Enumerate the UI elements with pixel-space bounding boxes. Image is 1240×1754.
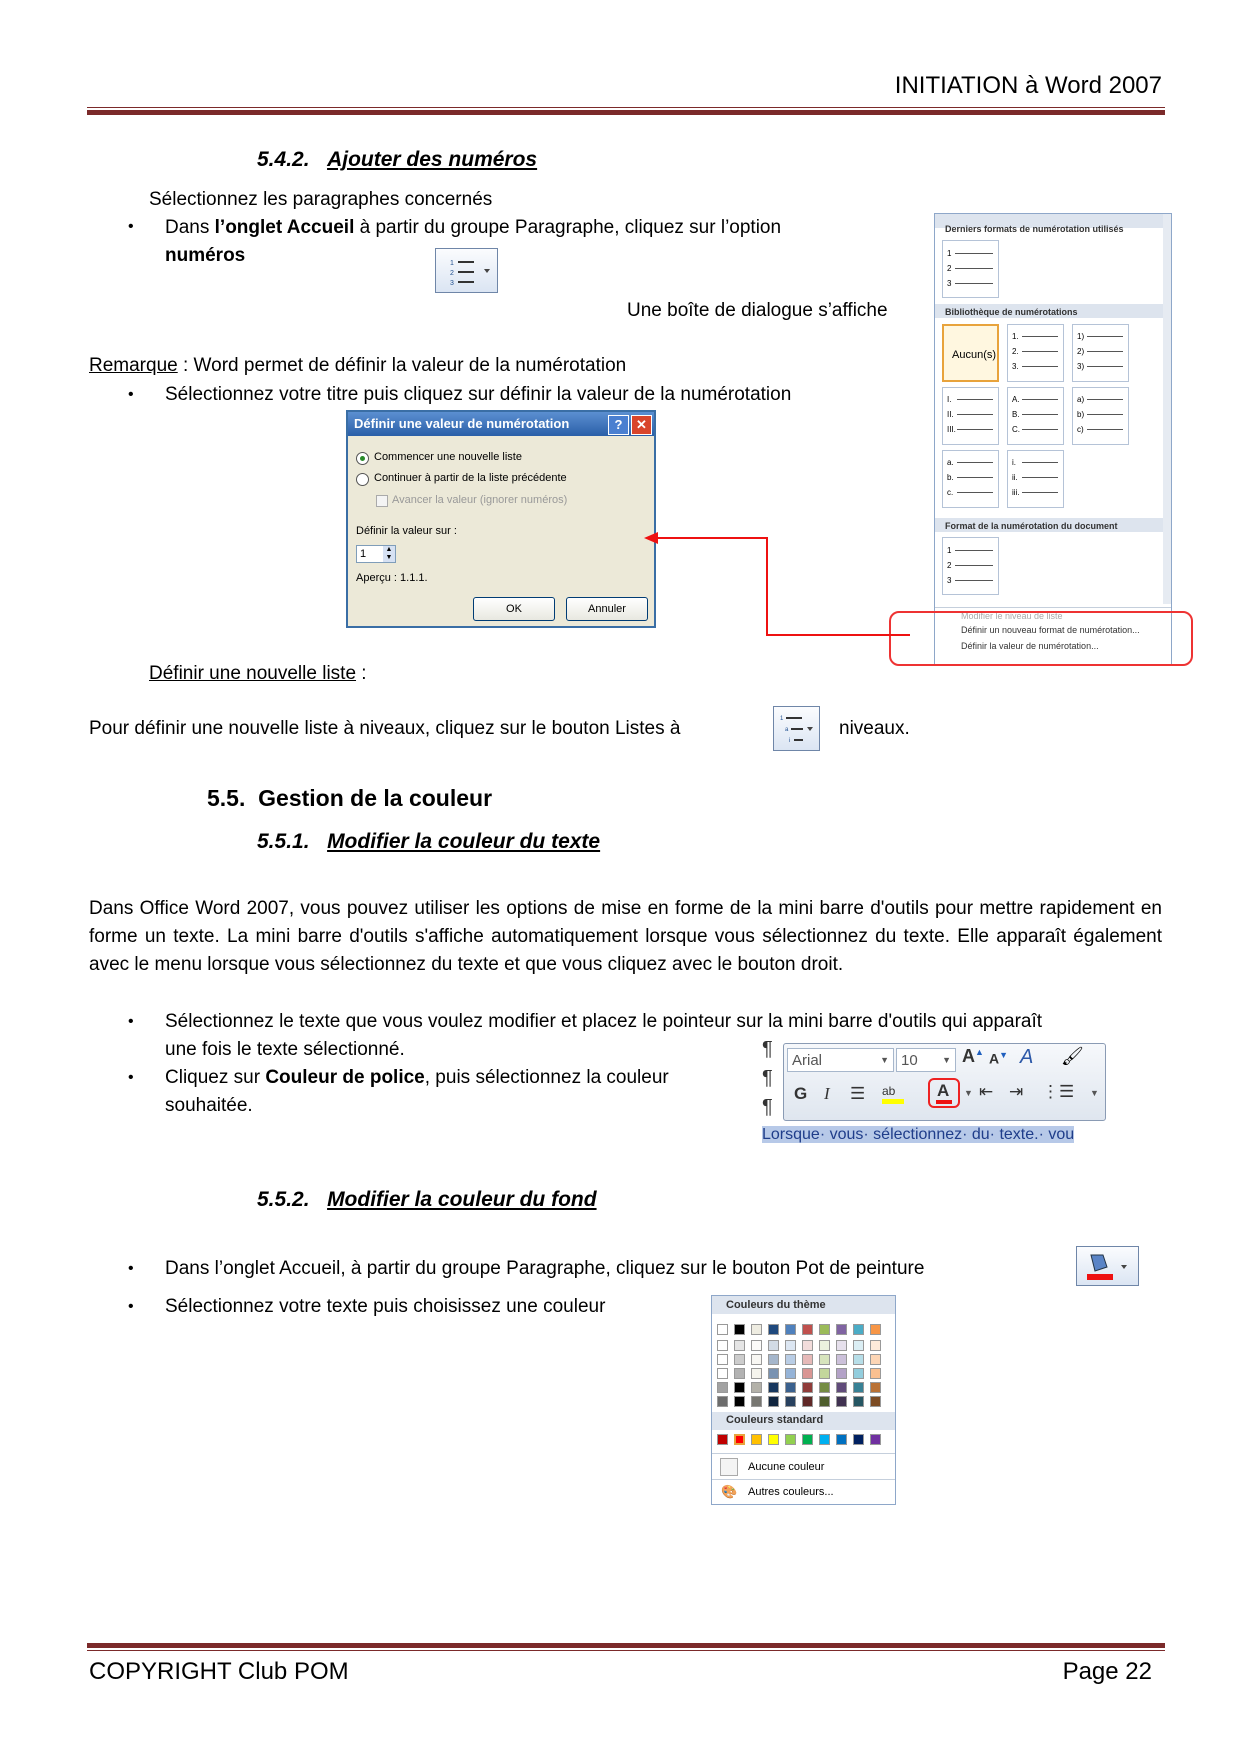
library-none-cell[interactable]: Aucun(s) [942,324,999,382]
svg-text:2): 2) [1077,347,1085,356]
more-colors-option[interactable]: Autres couleurs... [748,1486,834,1498]
pilcrow-marks: ¶ ¶ ¶ [762,1038,773,1118]
multilevel-list-icon [774,707,819,750]
footer-copyright: COPYRIGHT Club POM [89,1658,349,1685]
svg-text:b.: b. [947,473,954,482]
theme-color-swatch[interactable] [785,1324,796,1335]
theme-color-swatch[interactable] [717,1382,728,1393]
theme-color-swatch[interactable] [785,1382,796,1393]
bullet-paint-bucket: Dans l’onglet Accueil, à partir du groupe Paragraphe, cliquez sur le bouton Pot de peinture [165,1258,925,1279]
checkbox-advance[interactable] [376,495,388,507]
numbering-library-panel [934,213,1172,666]
mini-toolbar [783,1043,1106,1121]
value-spinner[interactable]: 1 ▲ ▼ [356,545,396,563]
font-color-button[interactable] [928,1078,960,1108]
theme-color-swatch[interactable] [836,1396,847,1407]
menu-define-new-format[interactable]: Définir un nouveau format de numérotation... [961,625,1140,635]
theme-color-swatch[interactable] [870,1396,881,1407]
theme-color-swatch[interactable] [836,1354,847,1365]
theme-color-swatch[interactable] [734,1340,745,1351]
menu-set-numbering-value[interactable]: Définir la valeur de numérotation... [961,641,1099,651]
selected-sample-text: Lorsque· vous· sélectionnez· du· texte.· vou [762,1126,1075,1143]
svg-text:III.: III. [947,425,956,434]
document-format-cell[interactable] [942,537,999,595]
theme-color-swatch[interactable] [768,1396,779,1407]
bullet-font-color-cont: souhaitée. [165,1095,253,1116]
library-upper-alpha[interactable] [1007,387,1064,445]
highlight-ellipse [889,611,1193,666]
theme-color-swatch[interactable] [717,1340,728,1351]
theme-color-swatch[interactable] [734,1354,745,1365]
svg-text:A.: A. [1012,395,1020,404]
svg-text:3.: 3. [1012,362,1019,371]
standard-color-swatch[interactable] [785,1434,796,1445]
theme-color-swatch[interactable] [836,1368,847,1379]
theme-color-swatch[interactable] [734,1368,745,1379]
theme-color-swatch[interactable] [768,1368,779,1379]
theme-color-swatch[interactable] [819,1324,830,1335]
bullet-numeros: numéros [165,245,246,266]
bullet-select-title: Sélectionnez votre titre puis cliquez sur définir la valeur de la numérotation [165,384,792,405]
recent-formats-title: Derniers formats de numérotation utilisés [945,224,1124,234]
svg-text:iii.: iii. [1012,488,1020,497]
theme-color-swatch[interactable] [853,1368,864,1379]
theme-color-swatch[interactable] [717,1324,728,1335]
dialog-title: Définir une valeur de numérotation [354,416,570,431]
theme-colors-title: Couleurs du thème [726,1299,826,1311]
theme-color-swatch[interactable] [819,1340,830,1351]
theme-color-swatch[interactable] [853,1396,864,1407]
standard-color-swatch[interactable] [768,1434,779,1445]
svg-text:II.: II. [947,410,954,419]
checkbox-advance-label: Avancer la valeur (ignorer numéros) [392,494,568,506]
svg-text:2: 2 [947,561,952,570]
bullet-select-text: Sélectionnez le texte que vous voulez modifier et placez le pointeur sur la mini barre d'outils qui apparaît [165,1011,1043,1032]
library-arabic-paren[interactable] [1072,324,1129,382]
theme-color-swatch[interactable] [802,1354,813,1365]
svg-text:C.: C. [1012,425,1020,434]
font-name-box[interactable]: Arial ▼ [787,1048,894,1072]
svg-text:b): b) [1077,410,1085,419]
svg-text:1: 1 [450,260,454,267]
svg-text:1): 1) [1077,332,1085,341]
svg-text:B.: B. [1012,410,1020,419]
svg-text:a): a) [1077,395,1085,404]
bold-icon[interactable]: G [794,1084,808,1103]
theme-color-swatch[interactable] [802,1340,813,1351]
svg-text:3: 3 [947,279,952,288]
theme-color-swatch[interactable] [751,1324,762,1335]
theme-color-swatch[interactable] [819,1354,830,1365]
line-select-paragraphs: Sélectionnez les paragraphes concernés [149,189,493,210]
theme-color-swatch[interactable] [819,1396,830,1407]
theme-color-swatch[interactable] [819,1368,830,1379]
theme-color-swatch[interactable] [870,1354,881,1365]
footer-rule [87,1643,1165,1648]
heading-5-5-1: 5.5.1. Modifier la couleur du texte [257,830,601,853]
bullet-accueil: Dans l’onglet Accueil à partir du groupe Paragraphe, cliquez sur l’option [165,217,782,238]
numbering-button[interactable] [435,248,498,293]
bullet-font-color: Cliquez sur Couleur de police, puis sélectionnez la couleur [165,1067,669,1088]
standard-color-swatch[interactable] [819,1434,830,1445]
theme-color-swatch[interactable] [836,1340,847,1351]
footer-page-number: Page 22 [1062,1658,1152,1685]
svg-text:3: 3 [450,280,454,287]
heading-5-5-2: 5.5.2. Modifier la couleur du fond [257,1188,597,1211]
theme-color-swatch[interactable] [734,1382,745,1393]
new-list-line: Définir une nouvelle liste : [149,663,367,684]
numbered-list-icon [436,249,497,292]
header-rule [87,110,1165,115]
heading-5-4-2: 5.4.2. Ajouter des numéros [257,148,538,171]
library-roman[interactable] [942,387,999,445]
bullet-dot: • [128,1298,134,1315]
bullet-dot: • [128,218,134,235]
format-painter-icon[interactable]: 🖌 [1061,1046,1084,1066]
svg-text:c.: c. [947,488,954,497]
multilevel-list-button[interactable] [773,706,820,751]
theme-color-swatch[interactable] [802,1324,813,1335]
theme-color-swatch[interactable] [785,1340,796,1351]
header-rule-thin [87,107,1165,108]
svg-text:1: 1 [780,716,784,722]
italic-icon[interactable]: I [824,1084,830,1103]
chevron-down-icon: ▼ [880,1055,889,1065]
color-wheel-icon: 🎨 [721,1484,738,1499]
standard-colors-title: Couleurs standard [726,1414,824,1426]
recent-format-cell[interactable] [942,240,999,298]
bullet-dot: • [128,386,134,403]
svg-text:1: 1 [947,546,952,555]
styles-icon[interactable]: A [1020,1046,1034,1068]
theme-color-swatch[interactable] [785,1368,796,1379]
theme-color-swatch[interactable] [768,1382,779,1393]
svg-text:a.: a. [947,458,954,467]
theme-color-swatch[interactable] [836,1324,847,1335]
standard-color-swatch[interactable] [717,1434,728,1445]
numbering-value-dialog [346,410,656,628]
dialog-note: Une boîte de dialogue s’affiche [627,300,888,321]
theme-color-swatch[interactable] [717,1396,728,1407]
library-lower-roman[interactable] [1007,450,1064,508]
center-align-icon[interactable]: ☰ [850,1084,866,1103]
chevron-down-icon: ▼ [942,1055,951,1065]
library-lower-alpha-paren[interactable] [1072,387,1129,445]
standard-color-swatch[interactable] [751,1434,762,1445]
footer-rule-thin [87,1650,1165,1651]
standard-color-swatch[interactable] [870,1434,881,1445]
svg-text:1.: 1. [1012,332,1019,341]
library-lower-alpha[interactable] [942,450,999,508]
increase-indent-icon[interactable]: ⇥ [1009,1082,1024,1101]
theme-color-swatch[interactable] [751,1368,762,1379]
theme-color-swatch[interactable] [853,1354,864,1365]
theme-color-swatch[interactable] [734,1324,745,1335]
svg-text:2.: 2. [1012,347,1019,356]
svg-text:2: 2 [947,264,952,273]
spinner-arrows-icon: ▲ ▼ [383,546,395,562]
theme-color-swatch[interactable] [853,1382,864,1393]
theme-color-swatch[interactable] [768,1340,779,1351]
theme-color-swatch[interactable] [768,1354,779,1365]
svg-text:1: 1 [947,249,952,258]
cancel-button[interactable]: Annuler [566,597,648,621]
no-color-swatch [720,1458,738,1476]
help-icon[interactable]: ? [608,415,629,435]
preview-label: Aperçu : 1.1.1. [356,572,428,584]
bullet-dot: • [128,1260,134,1277]
paint-bucket-icon [1077,1247,1138,1285]
radio-continue-label: Continuer à partir de la liste précédente [374,472,567,484]
svg-text:2: 2 [450,270,454,277]
svg-text:i.: i. [1012,458,1016,467]
heading-5-5: 5.5. Gestion de la couleur [207,785,493,811]
theme-color-swatch[interactable] [717,1368,728,1379]
theme-color-swatch[interactable] [870,1382,881,1393]
no-color-option[interactable]: Aucune couleur [748,1461,825,1473]
font-size-box[interactable]: 10 ▼ [896,1048,956,1072]
theme-color-swatch[interactable] [870,1368,881,1379]
library-arabic-dot[interactable] [1007,324,1064,382]
theme-color-swatch[interactable] [802,1368,813,1379]
multilevel-end: niveaux. [839,718,910,739]
theme-color-swatch[interactable] [785,1354,796,1365]
ok-button[interactable]: OK [473,597,555,621]
theme-color-swatch[interactable] [768,1324,779,1335]
library-title: Bibliothèque de numérotations [945,307,1078,317]
chevron-down-icon[interactable]: ▼ [1090,1088,1099,1098]
multilevel-text: Pour définir une nouvelle liste à niveaux, cliquez sur le bouton Listes à [89,718,681,739]
theme-color-swatch[interactable] [802,1382,813,1393]
radio-continue-list[interactable] [356,473,369,486]
grow-font-icon[interactable]: A▲ [962,1046,984,1066]
decrease-indent-icon[interactable]: ⇤ [979,1082,994,1101]
value-label: Définir la valeur sur : [356,525,457,537]
font-color-icon: A [937,1081,950,1100]
chevron-down-icon[interactable]: ▼ [964,1088,973,1098]
bullets-icon[interactable]: ⋮☰ [1042,1082,1075,1101]
menu-change-level[interactable]: Modifier le niveau de liste [961,611,1063,621]
bullet-dot: • [128,1013,134,1030]
theme-color-swatch[interactable] [751,1382,762,1393]
standard-color-swatch[interactable] [836,1434,847,1445]
theme-color-swatch[interactable] [870,1340,881,1351]
bullet-choose-color: Sélectionnez votre texte puis choisissez une couleur [165,1296,606,1317]
standard-color-swatch[interactable] [853,1434,864,1445]
svg-text:3): 3) [1077,362,1085,371]
theme-color-swatch[interactable] [853,1340,864,1351]
theme-color-swatch[interactable] [870,1324,881,1335]
svg-text:I.: I. [947,395,952,404]
color-palette-panel [711,1295,896,1505]
highlight-icon[interactable]: ab [882,1082,908,1104]
svg-text:i: i [789,738,791,744]
document-formats-title: Format de la numérotation du document [945,521,1118,531]
theme-color-swatch[interactable] [751,1340,762,1351]
svg-text:ii.: ii. [1012,473,1018,482]
theme-color-swatch[interactable] [836,1382,847,1393]
standard-color-swatch[interactable] [734,1434,745,1445]
theme-color-swatch[interactable] [853,1324,864,1335]
theme-color-swatch[interactable] [785,1396,796,1407]
theme-color-swatch[interactable] [819,1382,830,1393]
shrink-font-icon[interactable]: A▼ [989,1050,1009,1067]
theme-color-swatch[interactable] [751,1396,762,1407]
theme-color-swatch[interactable] [734,1396,745,1407]
radio-new-list[interactable] [356,452,369,465]
theme-color-swatch[interactable] [717,1354,728,1365]
page-header-title: INITIATION à Word 2007 [894,72,1162,99]
theme-color-swatch[interactable] [802,1396,813,1407]
bullet-dot: • [128,1069,134,1086]
arrow-connector [640,525,910,640]
svg-text:3: 3 [947,576,952,585]
bullet-select-text-cont: une fois le texte sélectionné. [165,1039,405,1060]
svg-text:a: a [785,727,789,733]
standard-color-swatch[interactable] [802,1434,813,1445]
svg-text:c): c) [1077,425,1084,434]
radio-new-list-label: Commencer une nouvelle liste [374,451,522,463]
shading-button[interactable] [1076,1246,1139,1286]
remark-line: Remarque : Word permet de définir la valeur de la numérotation [89,355,627,376]
theme-color-swatch[interactable] [751,1354,762,1365]
close-icon[interactable]: ✕ [631,415,652,435]
intro-paragraph: Dans Office Word 2007, vous pouvez utiliser les options de mise en forme de la mini barre d'outils pour mettre rapidement en forme un texte. La mini barre d'outils s'affiche automatiquement lorsque vous sélectionnez du texte. Elle apparaît également avec le menu lorsque vous sélectionnez du texte et que vous cliquez avec le bouton droit. [89,898,1162,975]
